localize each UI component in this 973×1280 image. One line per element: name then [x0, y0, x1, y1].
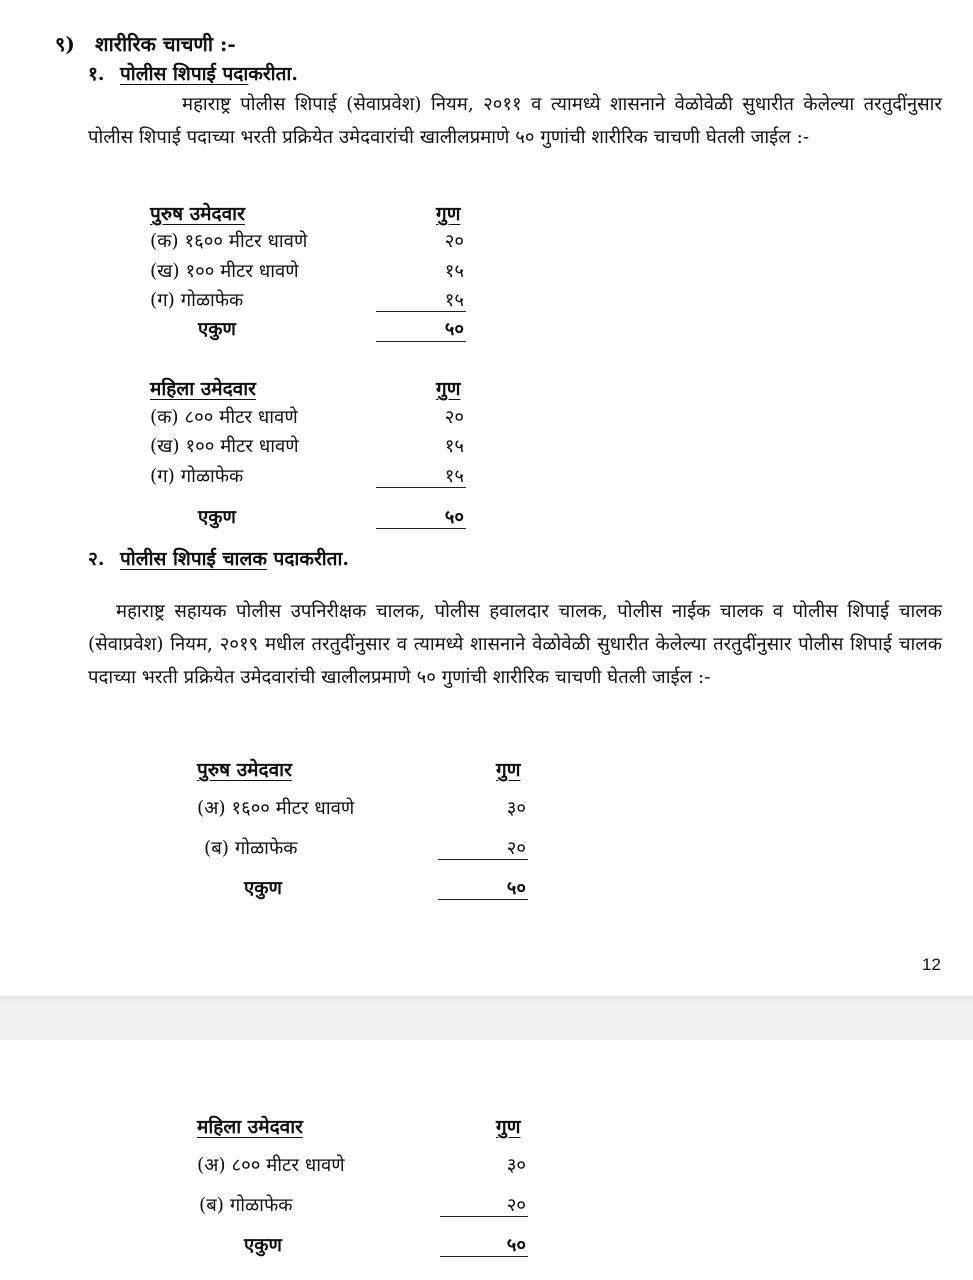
table2-female-total-label: एकुण — [244, 1235, 282, 1256]
subsection-1-title-rest: करीता. — [248, 63, 298, 85]
table1-male-row-2-label: (ख) १०० मीटर धावणे — [150, 261, 299, 282]
table1-male-row-1-value: २० — [444, 231, 464, 252]
table2-male-total-value: ५० — [506, 878, 526, 899]
table1-male-marks-header: गुण — [436, 203, 461, 225]
table1-male-total-label: एकुण — [198, 319, 236, 340]
table1-male-header: पुरुष उमेदवार — [150, 203, 245, 225]
table2-female-row-2-label: (ब) गोळाफेक — [199, 1195, 293, 1216]
table2-male-total-rule — [438, 859, 528, 860]
table1-female-row-2-value: १५ — [444, 436, 464, 457]
table1-female-total-label: एकुण — [198, 507, 236, 528]
table1-female-header: महिला उमेदवार — [150, 378, 256, 400]
table2-male-bottom-rule — [438, 899, 528, 900]
table1-male-row-3-label: (ग) गोळाफेक — [150, 290, 244, 311]
table2-female-total-value: ५० — [506, 1235, 526, 1256]
subsection-1-title-underlined: पोलीस शिपाई पदा — [120, 63, 249, 85]
table2-male-total-label: एकुण — [244, 878, 282, 899]
page-break-shadow — [0, 996, 973, 1002]
table1-female-row-1-value: २० — [444, 407, 464, 428]
table2-female-marks-header: गुण — [496, 1116, 521, 1138]
table1-female-row-2-label: (ख) १०० मीटर धावणे — [150, 436, 299, 457]
subsection-1-paragraph: महाराष्ट्र पोलीस शिपाई (सेवाप्रवेश) नियम, २०११ व त्यामध्ये शासनाने वेळोवेळी सुधारीत केलेल्या तरतुदींनुसार पोलीस शिपाई पदाच्या भरती प्रक्रियेत उमेदवारांची खालीलप्रमाणे ५० गुणांची शारीरिक चाचणी घेतली जाईल :- — [88, 94, 942, 148]
table1-male-total-value: ५० — [444, 319, 464, 340]
table1-male-bottom-rule — [376, 341, 466, 342]
table1-male-row-3-value: १५ — [444, 290, 464, 311]
table2-male-row-2-value: २० — [506, 838, 526, 859]
table2-female-total-rule — [440, 1216, 528, 1217]
page-number: 12 — [922, 955, 941, 974]
table1-female-total-value: ५० — [444, 507, 464, 528]
table1-female-row-3-label: (ग) गोळाफेक — [150, 466, 244, 487]
subsection-1-title — [120, 60, 298, 86]
section-number: ९) — [55, 32, 75, 56]
table2-female-row-1-label: (अ) ८०० मीटर धावणे — [197, 1155, 345, 1176]
table2-male-row-1-value: ३० — [506, 798, 526, 819]
table2-male-row-2-label: (ब) गोळाफेक — [204, 838, 298, 859]
subsection-2-title — [120, 545, 349, 571]
subsection-2-number: २. — [88, 548, 105, 570]
page-break-gap — [0, 1000, 973, 1040]
table2-female-bottom-rule — [440, 1256, 528, 1257]
table1-female-row-1-label: (क) ८०० मीटर धावणे — [150, 407, 298, 428]
table1-male-row-2-value: १५ — [444, 261, 464, 282]
table1-female-row-3-value: १५ — [444, 466, 464, 487]
table1-male-row-1-label: (क) १६०० मीटर धावणे — [150, 231, 308, 252]
subsection-2-title-underlined: पोलीस शिपाई चालक — [120, 548, 267, 570]
table1-male-total-rule — [376, 311, 466, 312]
table2-female-row-2-value: २० — [506, 1195, 526, 1216]
subsection-2-paragraph: महाराष्ट्र सहायक पोलीस उपनिरीक्षक चालक, पोलीस हवालदार चालक, पोलीस नाईक चालक व पोलीस शिपाई चालक (सेवाप्रवेश) नियम, २०१९ मधील तरतुदींनुसार व त्यामध्ये शासनाने वेळोवेळी सुधारीत केलेल्या तरतुदींनुसार पोलीस शिपाई चालक पदाच्या भरती प्रक्रियेत उमेदवारांची खालीलप्रमाणे ५० गुणांची शारीरिक चाचणी घेतली जाईल :- — [88, 601, 942, 688]
table2-female-row-1-value: ३० — [506, 1155, 526, 1176]
table1-female-marks-header: गुण — [436, 378, 461, 400]
subsection-1-number: १. — [88, 63, 105, 85]
table2-male-header: पुरुष उमेदवार — [197, 759, 292, 781]
table1-female-total-rule — [376, 487, 466, 488]
table2-male-row-1-label: (अ) १६०० मीटर धावणे — [197, 798, 355, 819]
section-title: शारीरिक चाचणी :- — [95, 32, 236, 56]
table2-male-marks-header: गुण — [496, 759, 521, 781]
table2-female-header: महिला उमेदवार — [197, 1116, 303, 1138]
table1-female-bottom-rule — [376, 528, 466, 529]
subsection-2-title-rest: पदाकरीता. — [266, 548, 350, 570]
